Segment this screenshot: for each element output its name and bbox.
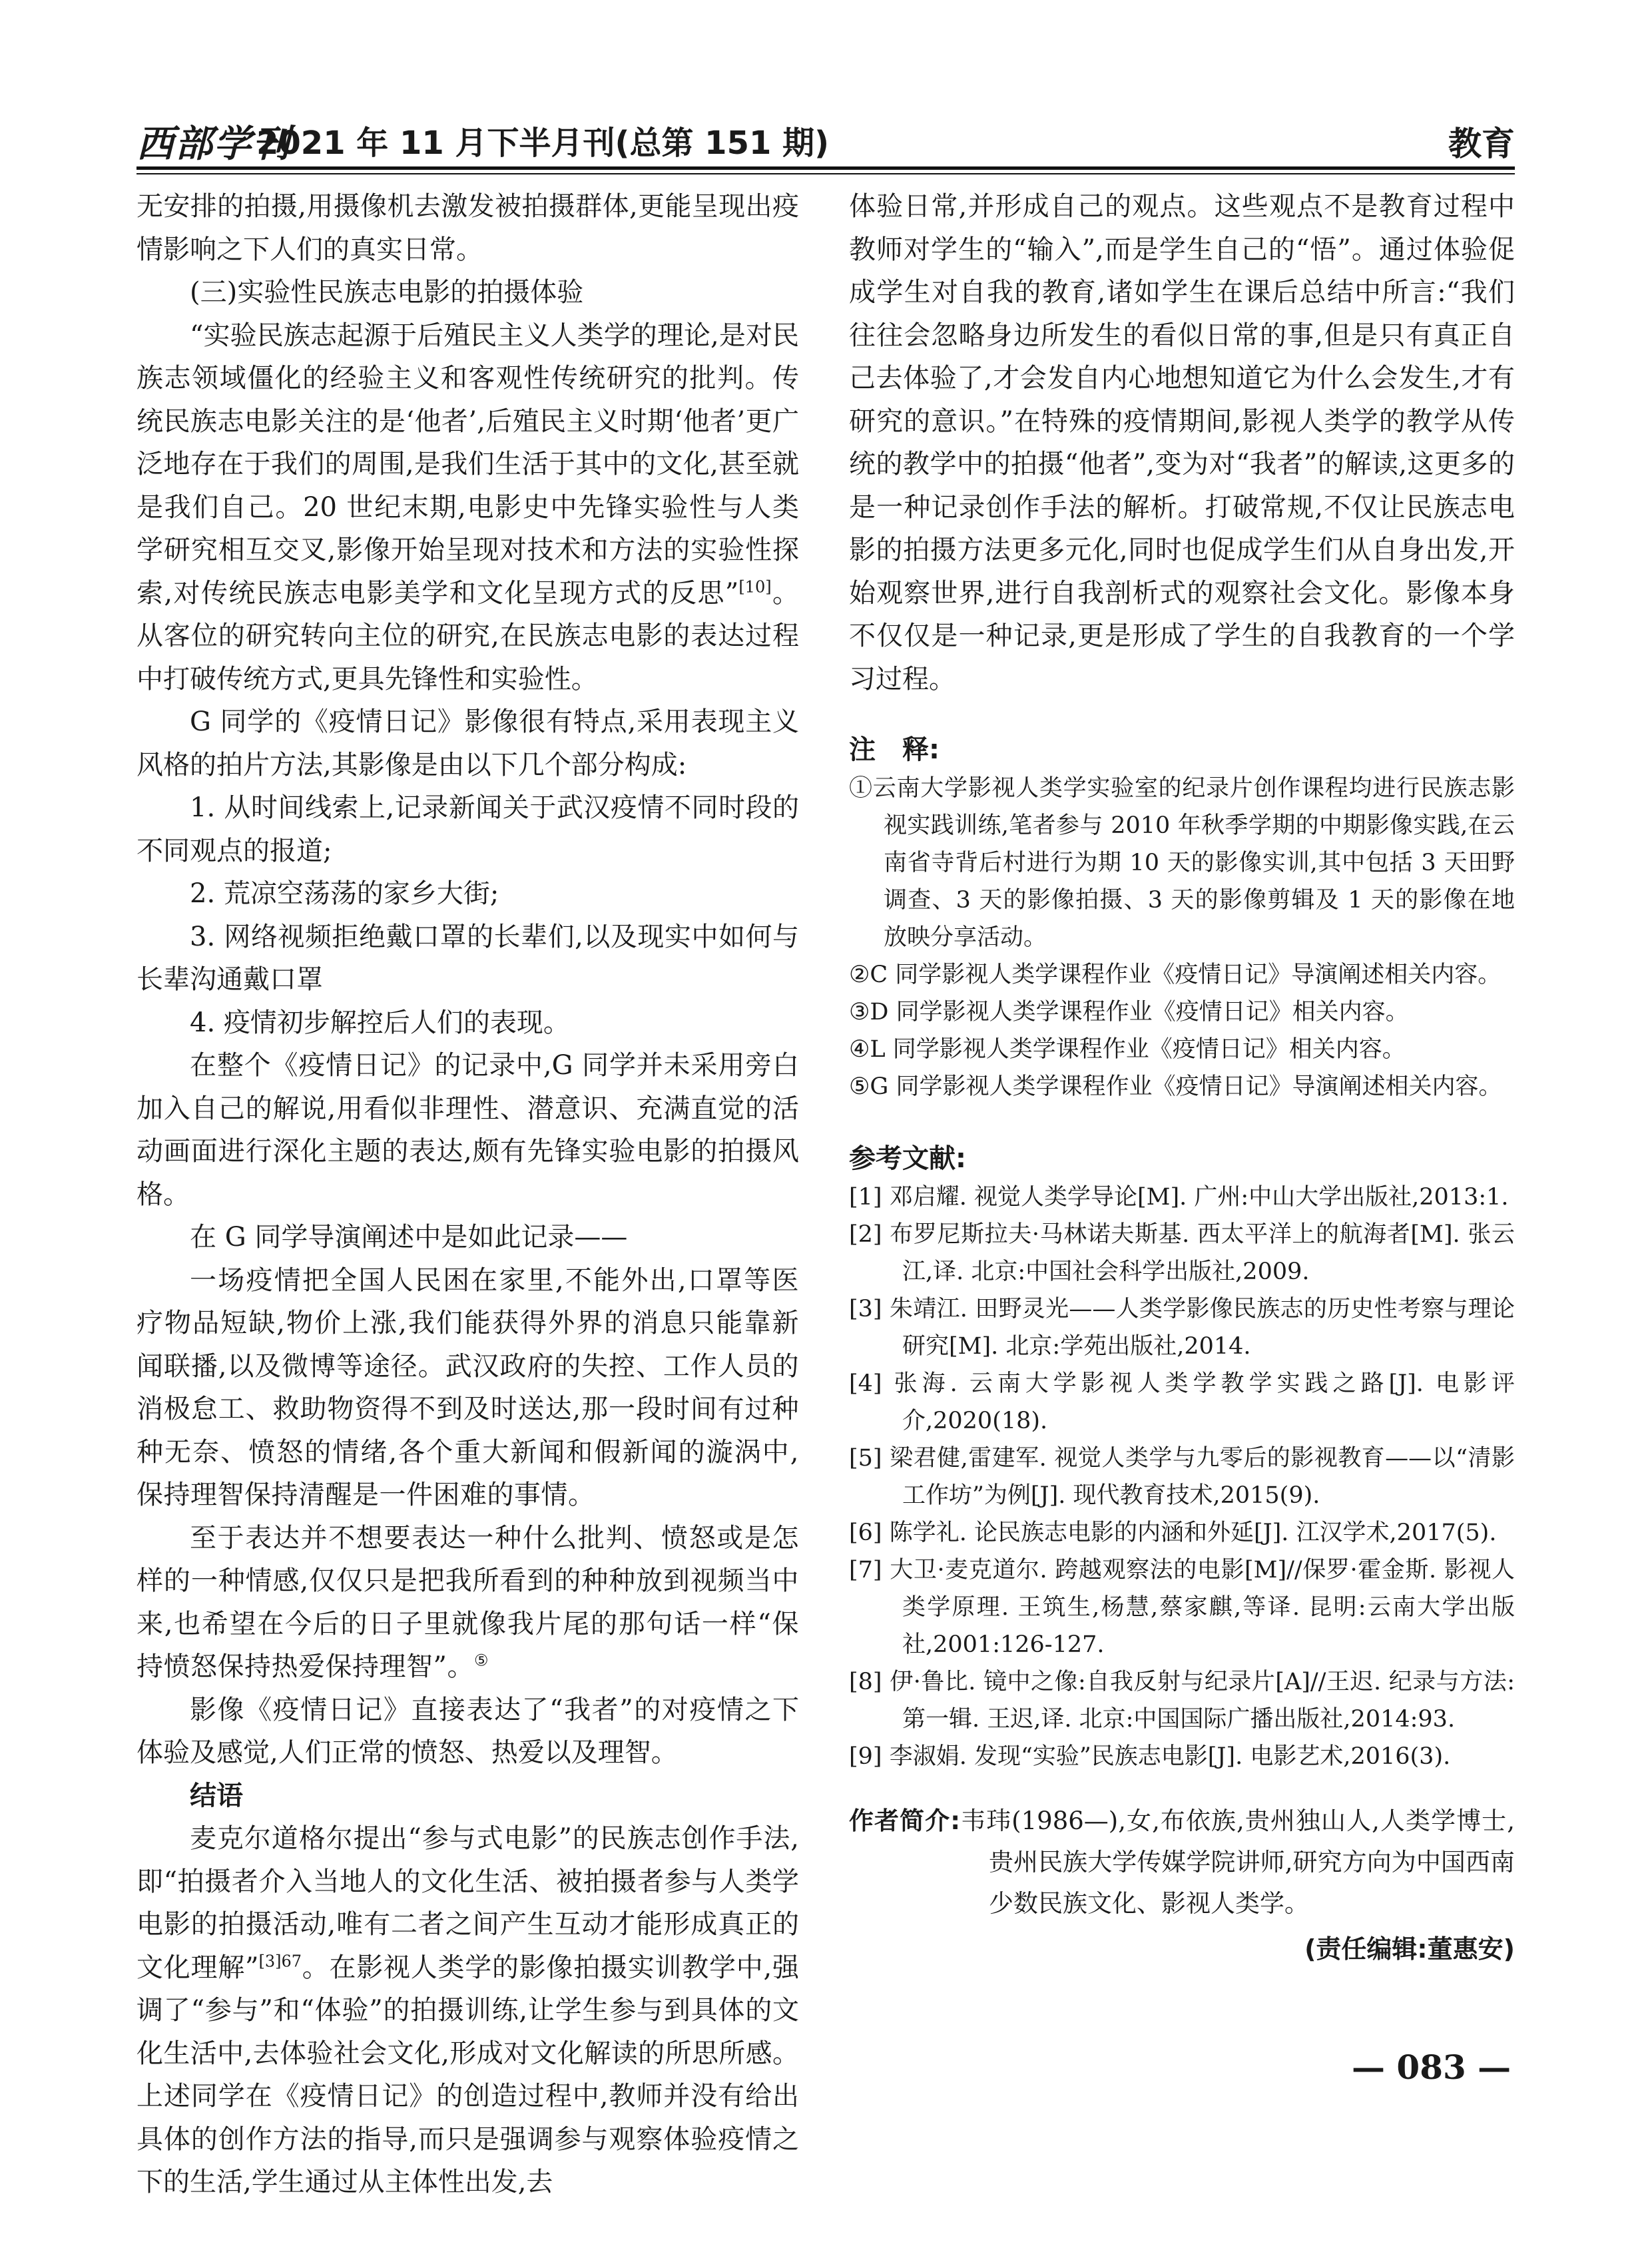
paragraph-text: (三)实验性民族志电影的拍摄体验: [190, 277, 584, 308]
note-item: ⑤G 同学影视人类学课程作业《疫情日记》导演阐述相关内容。: [849, 1073, 1502, 1100]
paragraph-text-tail: 。从客位的研究转向主位的研究,在民族志电影的表达过程中打破传统方式,更具先锋性和实验性。: [137, 577, 799, 695]
references-title: 参考文献:: [849, 1143, 966, 1174]
header-rule: [137, 166, 1515, 170]
body-paragraph: [137, 916, 799, 1001]
citation-marker: [3]67: [258, 1952, 302, 1971]
quote-paragraph: [137, 1517, 799, 1689]
editor-credit: (责任编辑:董惠安): [1304, 1934, 1515, 1964]
body-paragraph: 体验日常,并形成自己的观点。这些观点不是教育过程中教师对学生的“输入”,而是学生自己的“悟”。通过体验促成学生对自我的教育,诸如学生在课后总结中所言:“我们往往会忽略身边所发生的看似日常的事,但是只有真正自己去体验了,才会发自内心地想知道它为什么会发生,才有研究的意识。”在特殊的疫情期间,影视人类学的教学从传统的教学中的拍摄“他者”,变为对“我者”的解读,这更多的是一种记录创作手法的解析。打破常规,不仅让民族志电影的拍摄方法更多元化,同时也促成学生们从自身出发,开始观察世界,进行自我剖析式的观察社会文化。影像本身不仅仅是一种记录,更是形成了学生的自我教育的一个学习过程。: [849, 191, 1515, 695]
notes-title: 注 释:: [849, 734, 940, 765]
body-paragraph: [137, 1044, 799, 1216]
paragraph-text: “实验民族志起源于后殖民主义人类学的理论,是对民族志领域僵化的经验主义和客观性传统研究的批判。传统民族志电影关注的是‘他者’,后殖民主义时期‘他者’更广泛地存在于我们的周围,是我们生活于其中的文化,甚至就是我们自己。20 世纪末期,电影史中先锋实验性与人类学研究相互交叉,影像开始呈现对技术和方法的实验性探索,对传统民族志电影美学和文化呈现方式的反思”: [137, 320, 799, 609]
quote-paragraph: [137, 1259, 799, 1517]
paragraph-text: 无安排的拍摄,用摄像机去激发被拍摄群体,更能呈现出疫情影响之下人们的真实日常。: [137, 191, 799, 265]
notes-list: [849, 770, 1515, 1105]
references-list: [849, 1179, 1515, 1775]
paragraph-text: 1. 从时间线索上,记录新闻关于武汉疫情不同时段的不同观点的报道;: [137, 792, 799, 866]
paragraph-text: 一场疫情把全国人民困在家里,不能外出,口罩等医疗物品短缺,物价上涨,我们能获得外界的消息只能靠新闻联播,以及微博等途径。武汉政府的失控、工作人员的消极怠工、救助物资得不到及时送达,那一段时间有过种种无奈、愤怒的情绪,各个重大新闻和假新闻的漩涡中,保持理智保持清醒是一件困难的事情。: [137, 1264, 799, 1510]
paragraph-text: G 同学的《疫情日记》影像很有特点,采用表现主义风格的拍片方法,其影像是由以下几个部分构成:: [137, 706, 799, 780]
reference-item: [6] 陈学礼. 论民族志电影的内涵和外延[J]. 江汉学术,2017(5).: [849, 1520, 1497, 1546]
note-item: ④L 同学影视人类学课程作业《疫情日记》相关内容。: [849, 1036, 1406, 1063]
reference-item: [2] 布罗尼斯拉夫·马林诺夫斯基. 西太平洋上的航海者[M]. 张云江,译. 北京:中国社会科学出版社,2009.: [849, 1221, 1515, 1285]
paragraph-text: 4. 疫情初步解控后人们的表现。: [190, 1007, 570, 1038]
body-paragraph: [137, 314, 799, 701]
reference-item: [4] 张海. 云南大学影视人类学教学实践之路[J]. 电影评介,2020(18).: [849, 1370, 1515, 1434]
body-paragraph: [137, 185, 799, 271]
paragraph-text: 在整个《疫情日记》的记录中,G 同学并未采用旁白加入自己的解说,用看似非理性、潜意识、充满直觉的活动画面进行深化主题的表达,颇有先锋实验电影的拍摄风格。: [137, 1050, 799, 1210]
right-column: [849, 185, 1515, 1965]
paragraph-text: 麦克尔道格尔提出“参与式电影”的民族志创作手法,即“拍摄者介入当地人的文化生活、被拍摄者参与人类学电影的拍摄活动,唯有二者之间产生互动才能形成真正的文化理解”: [137, 1823, 799, 1983]
citation-marker: ⑤: [473, 1651, 489, 1670]
reference-item: [1] 邓启耀. 视觉人类学导论[M]. 广州:中山大学出版社,2013:1.: [849, 1184, 1509, 1211]
citation-marker: [10]: [738, 577, 772, 597]
reference-item: [9] 李淑娟. 发现“实验”民族志电影[J]. 电影艺术,2016(3).: [849, 1743, 1451, 1770]
body-paragraph: [137, 1817, 799, 2204]
paragraph-text: 至于表达并不想要表达一种什么批判、愤怒或是怎样的一种情感,仅仅只是把我所看到的种种放到视频当中来,也希望在今后的日子里就像我片尾的那句话一样“保持愤怒保持热爱保持理智”。: [137, 1522, 799, 1682]
reference-item: [3] 朱靖江. 田野灵光——人类学影像民族志的历史性考察与理论研究[M]. 北京:学苑出版社,2014.: [849, 1296, 1515, 1360]
note-item: ①云南大学影视人类学实验室的纪录片创作课程均进行民族志影视实践训练,笔者参与 2010 年秋季学期的中期影像实践,在云南省寺背后村进行为期 10 天的影像实训,其中包括 3 天田野调查、3 天的影像拍摄、3 天的影像剪辑及 1 天的影像在地放映分享活动。: [849, 775, 1515, 951]
issue-info: 2021 年 11 月下半月刊(总第 151 期): [256, 125, 830, 162]
header-rule-thin: [137, 173, 1515, 174]
page-header: [137, 115, 1515, 166]
paragraph-text: 结语: [190, 1780, 243, 1811]
section-label: 教育: [1448, 125, 1515, 163]
paragraph-text-tail: 。在影视人类学的影像拍摄实训教学中,强调了“参与”和“体验”的拍摄训练,让学生参与到具体的文化生活中,去体验社会文化,形成对文化解读的所思所感。上述同学在《疫情日记》的创造过程中,教师并没有给出具体的创作方法的指导,而只是强调参与观察体验疫情之下的生活,学生通过从主体性出发,去: [137, 1952, 800, 2197]
body-paragraph: [137, 872, 799, 916]
reference-item: [5] 梁君健,雷建军. 视觉人类学与九零后的影视教育——以“清影工作坊”为例[J]. 现代教育技术,2015(9).: [849, 1445, 1515, 1509]
section-heading: [137, 1775, 799, 1818]
author-text: 韦玮(1986—),女,布依族,贵州独山人,人类学博士,贵州民族大学传媒学院讲师,研究方向为中国西南少数民族文化、影视人类学。: [960, 1807, 1515, 1918]
left-column: [137, 185, 799, 2204]
paragraph-text: 3. 网络视频拒绝戴口罩的长辈们,以及现实中如何与长辈沟通戴口罩: [137, 921, 799, 995]
note-item: ②C 同学影视人类学课程作业《疫情日记》导演阐述相关内容。: [849, 962, 1502, 988]
body-paragraph: [137, 1689, 799, 1775]
page-number: — 083 —: [1352, 2048, 1512, 2087]
note-item: ③D 同学影视人类学课程作业《疫情日记》相关内容。: [849, 999, 1409, 1025]
body-paragraph: [137, 701, 799, 786]
body-paragraph: [137, 1001, 799, 1045]
author-bio: [849, 1801, 1515, 1924]
journal-logo: 西部学刊: [137, 122, 291, 166]
subsection-heading: [137, 271, 799, 314]
paragraph-text: 2. 荒凉空荡荡的家乡大街;: [190, 878, 499, 909]
body-paragraph: [137, 1216, 799, 1259]
reference-item: [7] 大卫·麦克道尔. 跨越观察法的电影[M]//保罗·霍金斯. 影视人类学原理. 王筑生,杨慧,蔡家麒,等译. 昆明:云南大学出版社,2001:126-127.: [849, 1557, 1515, 1658]
paragraph-text: 影像《疫情日记》直接表达了“我者”的对疫情之下体验及感觉,人们正常的愤怒、热爱以及理智。: [137, 1694, 799, 1768]
paragraph-text: 在 G 同学导演阐述中是如此记录——: [190, 1222, 628, 1253]
reference-item: [8] 伊·鲁比. 镜中之像:自我反射与纪录片[A]//王迟. 纪录与方法:第一辑. 王迟,译. 北京:中国国际广播出版社,2014:93.: [849, 1669, 1515, 1733]
author-label: 作者简介:: [849, 1807, 961, 1835]
body-paragraph: [137, 786, 799, 872]
